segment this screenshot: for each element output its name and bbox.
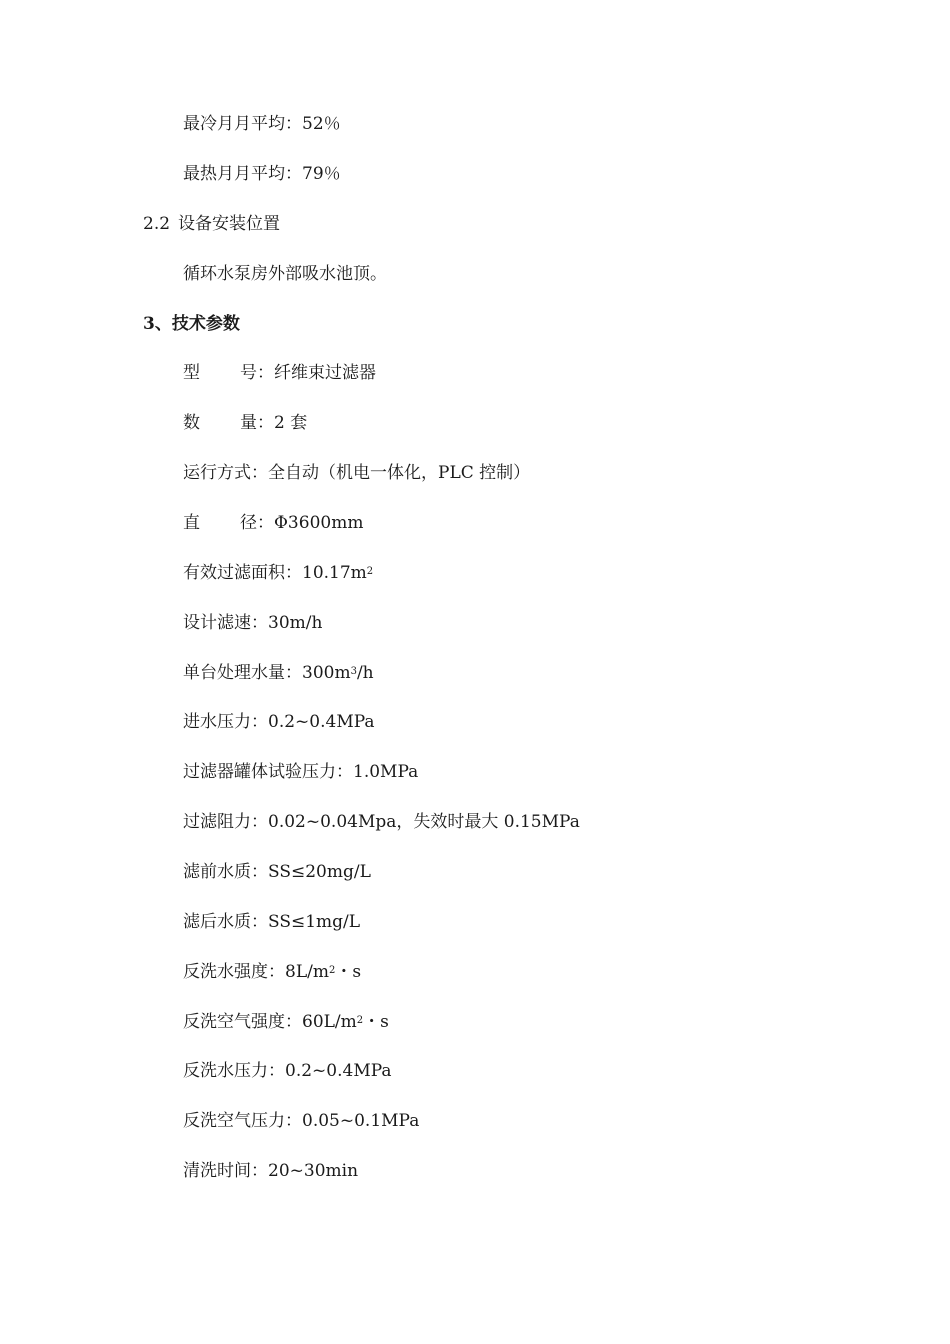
param-pre-quality: 滤前水质：SS≤20mg/L [183, 862, 371, 882]
param-test-pressure: 过滤器罐体试验压力：1.0MPa [183, 762, 419, 782]
param-quantity [183, 412, 307, 434]
param-wash-time: 清洗时间：20~30min [183, 1161, 359, 1181]
section-2-2-heading [143, 213, 280, 235]
param-diameter [183, 512, 363, 534]
param-bw-water-text: 反洗水强度：8L/m [183, 962, 329, 982]
param-filter-area-sup: 2 [366, 566, 374, 577]
param-capacity-unit: /h [356, 663, 374, 683]
param-operation: 运行方式：全自动（机电一体化，PLC 控制） [183, 463, 531, 483]
param-bw-air-unit: ・s [363, 1012, 389, 1032]
humidity-coldest: 最冷月月平均：52％ [183, 114, 341, 134]
param-model [183, 362, 376, 384]
param-post-quality: 滤后水质：SS≤1mg/L [183, 912, 361, 932]
param-bw-air-sup: 2 [356, 1015, 364, 1026]
param-quantity-label-1: 数 [183, 413, 200, 433]
param-capacity-text: 单台处理水量：300m [183, 663, 351, 683]
param-backwash-water-intensity [183, 961, 361, 983]
param-diameter-rest: 径：Φ3600mm [240, 513, 364, 533]
param-backwash-air-pressure: 反洗空气压力：0.05~0.1MPa [183, 1111, 420, 1131]
section-number: 2.2 [143, 214, 171, 234]
param-resistance: 过滤阻力：0.02~0.04Mpa，失效时最大 0.15MPa [183, 812, 580, 832]
param-capacity-sup: 3 [350, 666, 357, 677]
param-inlet-pressure: 进水压力：0.2~0.4MPa [183, 712, 375, 732]
param-model-label-1: 型 [183, 363, 200, 383]
param-backwash-air-intensity [183, 1011, 389, 1033]
param-diameter-label-1: 直 [183, 513, 200, 533]
section-title: 设备安装位置 [178, 214, 281, 234]
humidity-hottest: 最热月月平均：79％ [183, 164, 341, 184]
param-filter-area [183, 562, 373, 584]
param-model-rest: 号：纤维束过滤器 [240, 363, 376, 383]
param-capacity [183, 662, 374, 684]
param-backwash-water-pressure: 反洗水压力：0.2~0.4MPa [183, 1061, 392, 1081]
param-filter-area-text: 有效过滤面积：10.17m [183, 563, 367, 583]
section-3-heading: 3、技术参数 [143, 314, 240, 334]
param-bw-water-sup: 2 [328, 965, 336, 976]
param-quantity-rest: 量：2 套 [240, 413, 308, 433]
param-bw-water-unit: ・s [335, 962, 362, 982]
section-2-2-body: 循环水泵房外部吸水池顶。 [183, 264, 387, 284]
param-bw-air-text: 反洗空气强度：60L/m [183, 1012, 357, 1032]
param-velocity: 设计滤速：30m/h [183, 613, 323, 633]
